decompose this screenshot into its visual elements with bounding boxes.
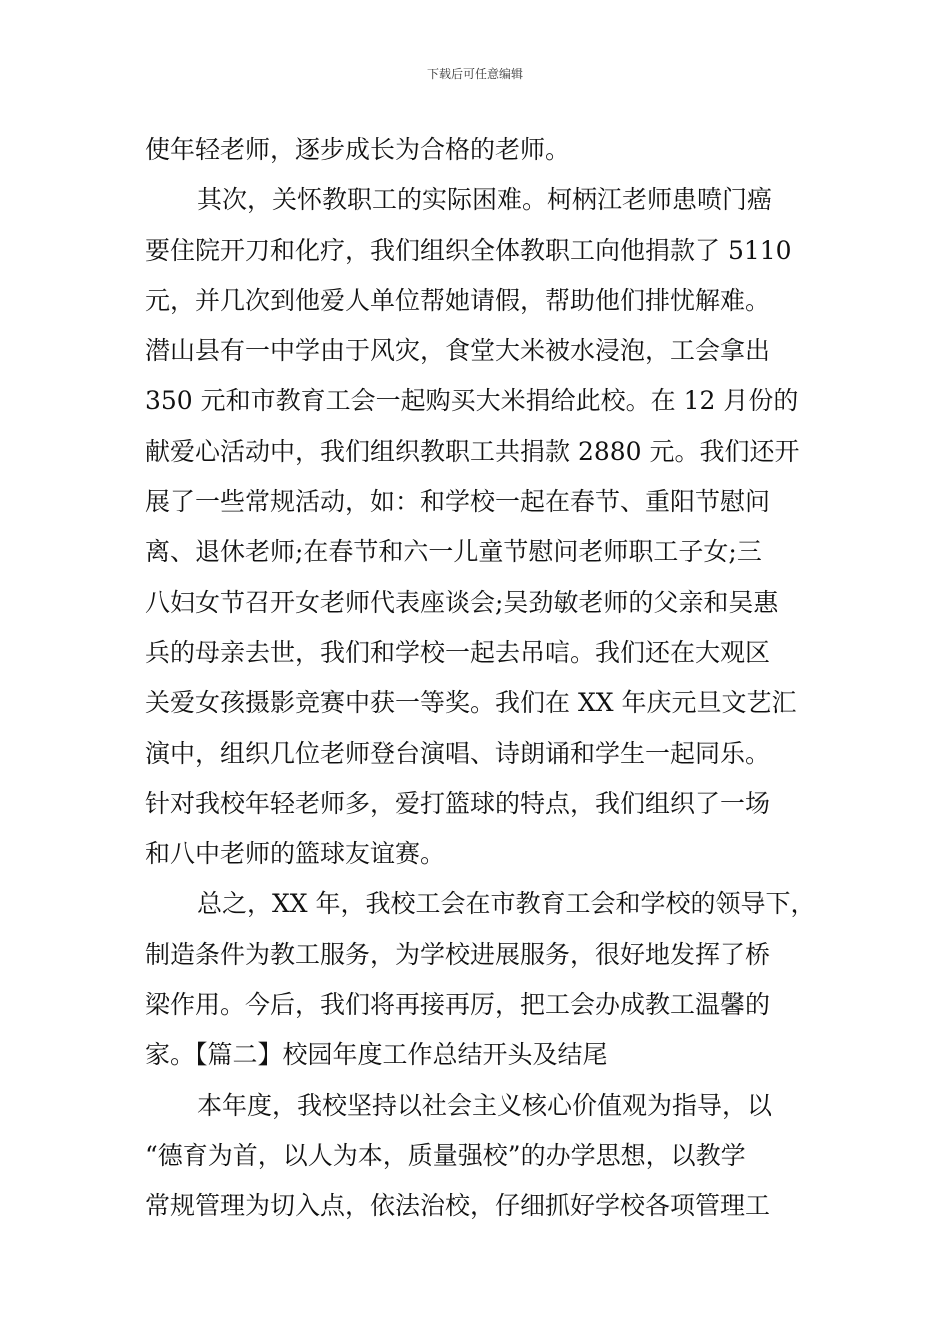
text-line: 常规管理为切入点，依法治校，仔细抓好学校各项管理工	[145, 1191, 771, 1221]
text-line: 关爱女孩摄影竞赛中获一等奖。我们在 XX 年庆元旦文艺汇	[145, 688, 797, 718]
text-line: 其次，关怀教职工的实际困难。柯柄江老师患喷门癌	[197, 185, 773, 215]
text-line: 演中，组织几位老师登台演唱、诗朗诵和学生一起同乐。	[145, 738, 771, 768]
text-line: 献爱心活动中，我们组织教职工共捐款 2880 元。我们还开	[145, 436, 800, 466]
text-line: 离、退休老师;在春节和六一儿童节慰问老师职工子女;三	[145, 537, 762, 567]
text-line: 总之，XX 年，我校工会在市教育工会和学校的领导下，	[197, 889, 816, 919]
text-line: 潜山县有一中学由于风灾，食堂大米被水浸泡，工会拿出	[145, 336, 771, 366]
text-line: 针对我校年轻老师多，爱打篮球的特点，我们组织了一场	[145, 788, 771, 818]
text-line: 元，并几次到他爱人单位帮她请假，帮助他们排忧解难。	[145, 285, 771, 315]
text-line: 兵的母亲去世，我们和学校一起去吊唁。我们还在大观区	[145, 637, 771, 667]
text-line: 制造条件为教工服务，为学校进展服务，很好地发挥了桥	[145, 939, 771, 969]
text-line: 家。【篇二】校园年度工作总结开头及结尾	[145, 1040, 608, 1070]
text-line: 要住院开刀和化疗，我们组织全体教职工向他捐款了 5110	[145, 235, 792, 265]
page-header-note: 下载后可任意编辑	[426, 67, 523, 81]
text-line: 和八中老师的篮球友谊赛。	[145, 839, 446, 869]
text-line: 展了一些常规活动，如：和学校一起在春节、重阳节慰问	[145, 487, 771, 517]
text-line: 使年轻老师，逐步成长为合格的老师。	[145, 135, 571, 164]
text-line: 梁作用。今后，我们将再接再厉，把工会办成教工温馨的	[145, 990, 771, 1020]
text-line: 350 元和市教育工会一起购买大米捐给此校。在 12 月份的	[145, 386, 799, 416]
text-line: 八妇女节召开女老师代表座谈会;吴劲敏老师的父亲和吴惠	[145, 587, 779, 617]
text-line: “德育为首，以人为本，质量强校”的办学思想，以教学	[145, 1140, 746, 1170]
text-line: 本年度，我校坚持以社会主义核心价值观为指导，以	[197, 1090, 773, 1120]
document-body	[145, 125, 815, 1232]
